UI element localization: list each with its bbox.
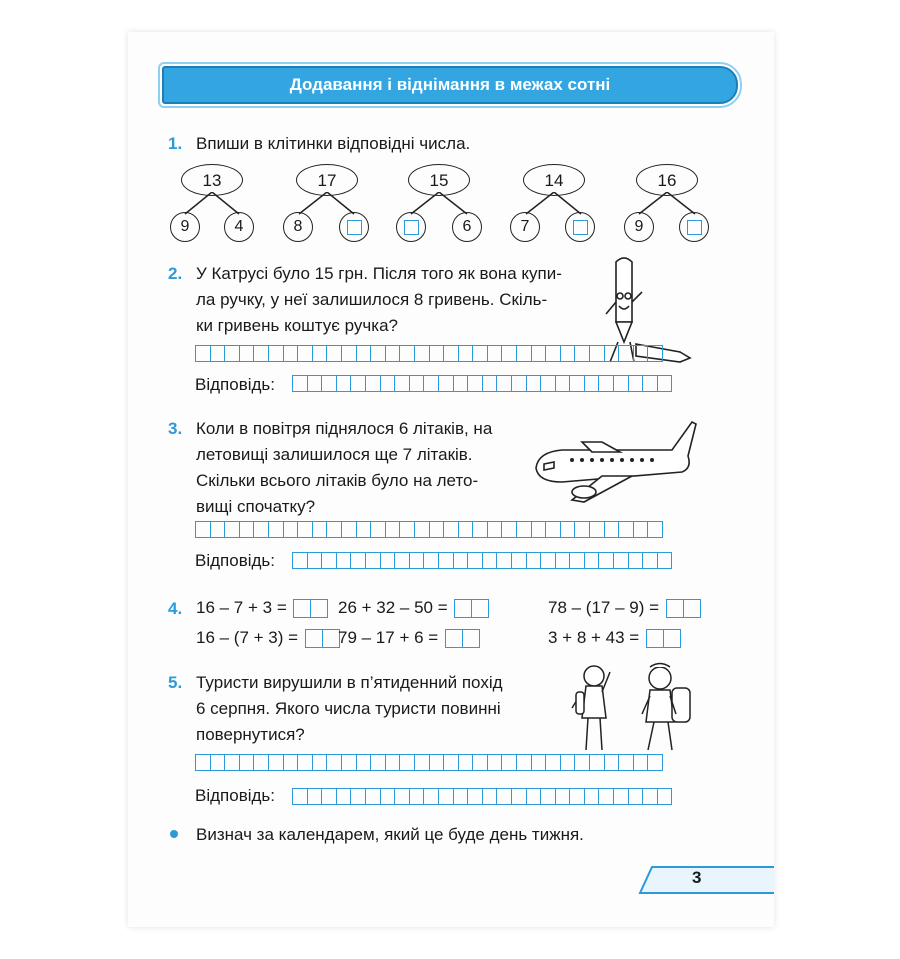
task1-number: 1. xyxy=(168,134,183,153)
task3-line4: вищі спочатку? xyxy=(196,497,316,516)
tree4-answer-box[interactable] xyxy=(573,220,588,235)
task3-answer-label: Відповідь: xyxy=(195,551,276,570)
task5-line3: повернутися? xyxy=(196,725,305,744)
tree5-left: 9 xyxy=(624,212,654,242)
tree1-left: 9 xyxy=(170,212,200,242)
page-number-tab xyxy=(638,865,774,895)
task3-line2: летовищі залишилося ще 7 літаків. xyxy=(196,445,473,464)
task3-line3: Скільки всього літаків було на лето- xyxy=(196,471,479,490)
task2-answer-label: Відповідь: xyxy=(195,375,276,394)
task4-expression xyxy=(338,628,480,648)
tree2-left: 8 xyxy=(283,212,313,242)
task2-line1: У Катрусі було 15 грн. Після того як вона купи- xyxy=(196,264,562,283)
tree4-left: 7 xyxy=(510,212,540,242)
task3-answer-grid[interactable] xyxy=(292,552,672,569)
tree2-answer-box[interactable] xyxy=(347,220,362,235)
task4-expr6-answer[interactable] xyxy=(647,629,681,648)
workbook-page xyxy=(128,32,774,927)
task1-text: Впиши в клітинки відповідні числа. xyxy=(196,134,471,153)
task4-expr3: 78 – (17 – 9) = xyxy=(548,598,660,617)
tree1-right: 4 xyxy=(224,212,254,242)
task4-expr1-answer[interactable] xyxy=(294,599,328,618)
task5-line1: Туристи вирушили в п’ятиденний похід xyxy=(196,673,503,692)
task2-line3: ки гривень коштує ручка? xyxy=(196,316,399,335)
task4-expr2: 26 + 32 – 50 = xyxy=(338,598,448,617)
task5-number: 5. xyxy=(168,673,183,692)
task4-number: 4. xyxy=(168,599,183,618)
tree1-top: 13 xyxy=(181,164,243,196)
task3-solution-grid[interactable] xyxy=(195,521,663,538)
task4-expression xyxy=(338,598,489,618)
task3-line1: Коли в повітря піднялося 6 літаків, на xyxy=(196,419,493,438)
tree4-top: 14 xyxy=(523,164,585,196)
tree3-answer-box[interactable] xyxy=(404,220,419,235)
task2-answer-grid[interactable] xyxy=(292,375,672,392)
task4-expr6: 3 + 8 + 43 = xyxy=(548,628,640,647)
task4-expr2-answer[interactable] xyxy=(455,599,489,618)
task4-expr3-answer[interactable] xyxy=(667,599,701,618)
task2-solution-grid[interactable] xyxy=(195,345,663,362)
task4-expression xyxy=(548,598,701,618)
tree5-top: 16 xyxy=(636,164,698,196)
airplane-icon xyxy=(532,420,702,506)
task5-answer-grid[interactable] xyxy=(292,788,672,805)
task4-expr1: 16 – 7 + 3 = xyxy=(196,598,287,617)
bullet-icon xyxy=(170,830,178,838)
task2-line2: ла ручку, у неї залишилося 8 гривень. Скіль- xyxy=(196,290,548,309)
task4-expr5-answer[interactable] xyxy=(446,629,480,648)
tree3-right: 6 xyxy=(452,212,482,242)
task4-expression xyxy=(196,628,340,648)
tree3-top: 15 xyxy=(408,164,470,196)
task5-bullet-text: Визнач за календарем, який це буде день тижня. xyxy=(196,825,584,844)
task4-expr4: 16 – (7 + 3) = xyxy=(196,628,299,647)
task5-line2: 6 серпня. Якого числа туристи повинні xyxy=(196,699,501,718)
task2-number: 2. xyxy=(168,264,183,283)
task4-expr4-answer[interactable] xyxy=(306,629,340,648)
page-title: Додавання і віднімання в межах сотні xyxy=(162,66,738,104)
task3-number: 3. xyxy=(168,419,183,438)
page-number: 3 xyxy=(692,868,702,887)
task4-expression xyxy=(548,628,681,648)
task4-expression xyxy=(196,598,328,618)
tree2-top: 17 xyxy=(296,164,358,196)
task5-solution-grid[interactable] xyxy=(195,754,663,771)
tree5-answer-box[interactable] xyxy=(687,220,702,235)
tourist-kids-icon xyxy=(568,662,698,754)
task4-expr5: 79 – 17 + 6 = xyxy=(338,628,439,647)
task5-answer-label: Відповідь: xyxy=(195,786,276,805)
